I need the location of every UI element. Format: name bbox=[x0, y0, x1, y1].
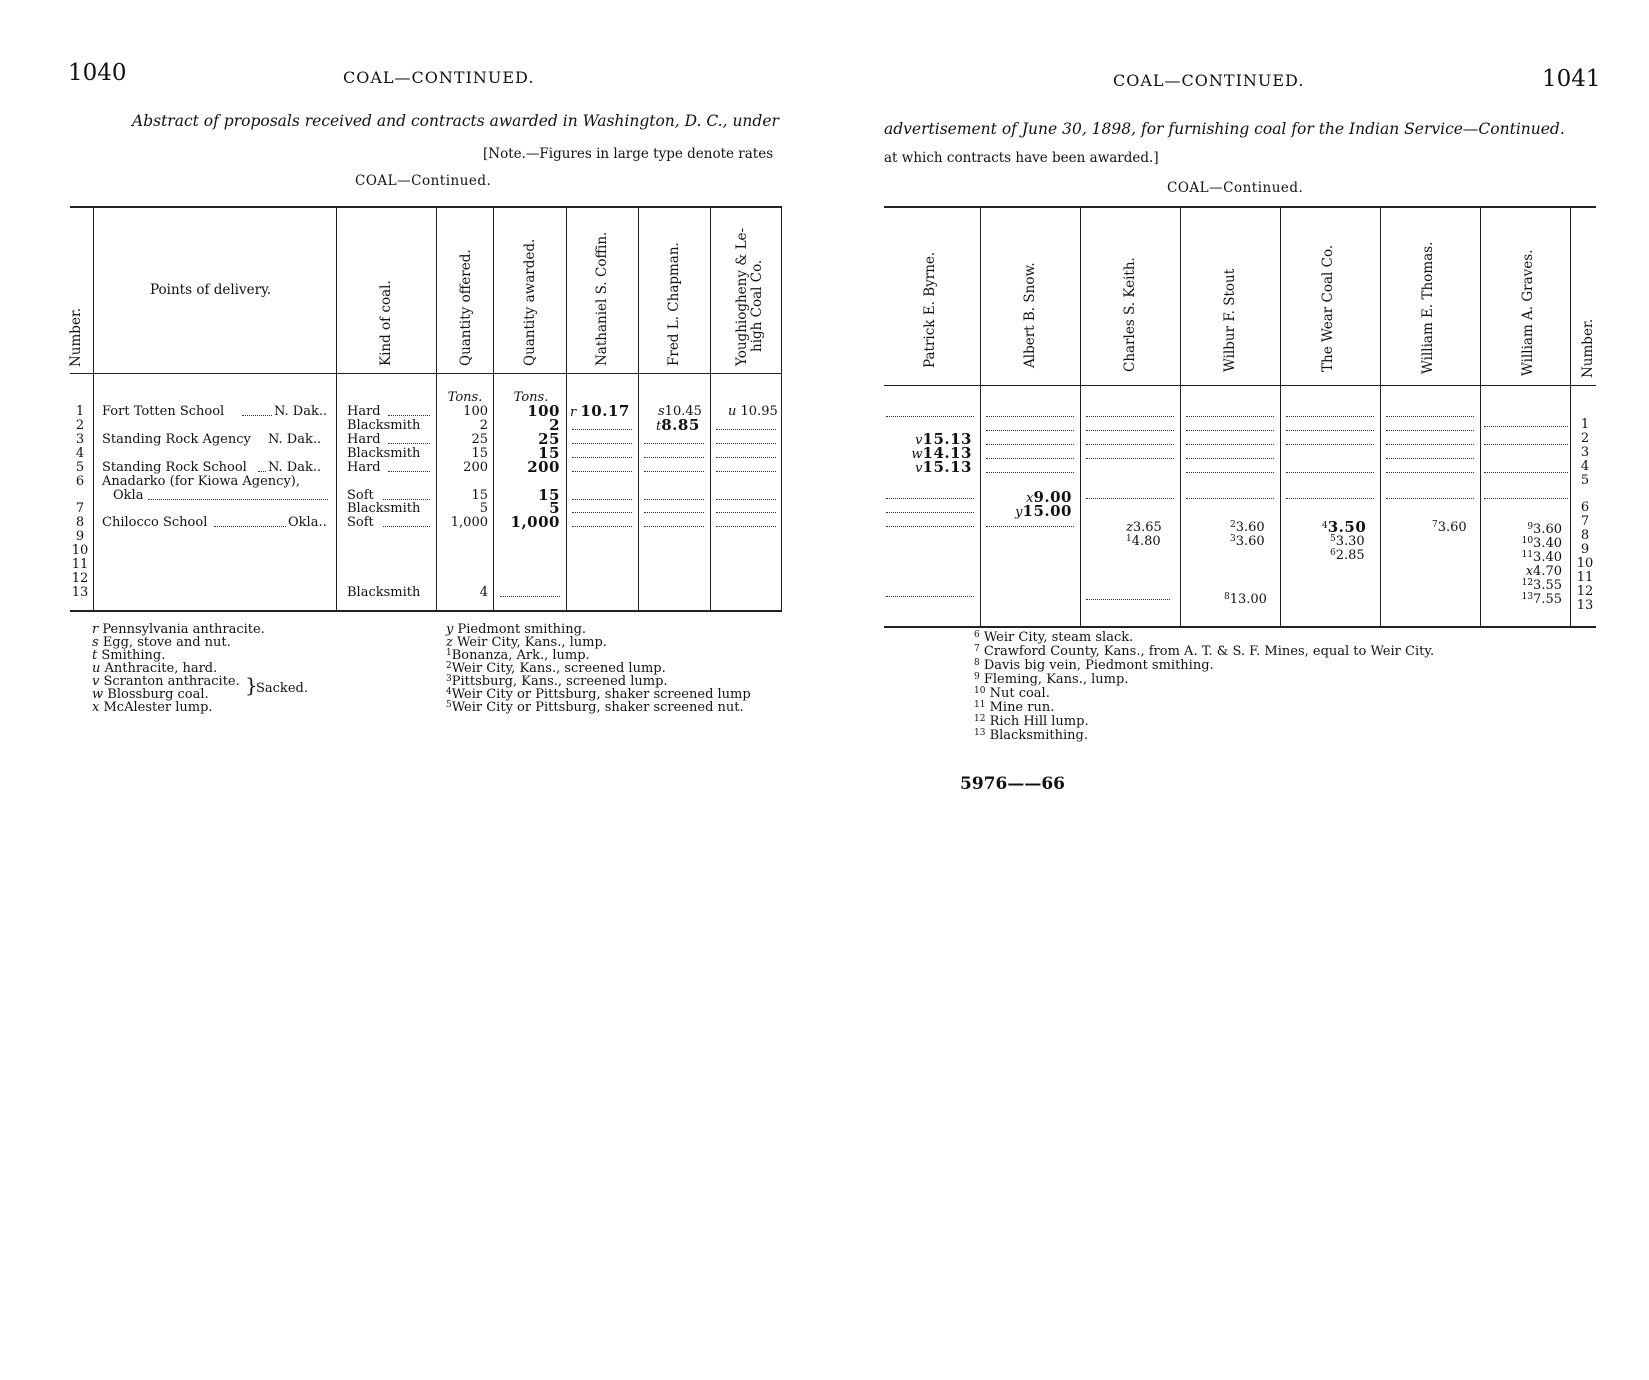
leader-dots bbox=[1186, 444, 1274, 445]
table-bottom-rule bbox=[884, 626, 1596, 628]
header-fred-chapman: Fred L. Chapman. bbox=[666, 242, 682, 366]
kind-of-coal: Hard bbox=[347, 460, 381, 475]
row-number: 8 bbox=[75, 515, 85, 530]
leader-dots bbox=[572, 499, 632, 500]
col-divider bbox=[781, 207, 782, 610]
leader-dots bbox=[1484, 498, 1568, 499]
quantity-awarded: 2 bbox=[549, 416, 560, 434]
leader-dots bbox=[500, 596, 560, 597]
header-kind-of-coal: Kind of coal. bbox=[378, 280, 394, 366]
footnote: $^{13}$ Blacksmithing. bbox=[974, 728, 1088, 743]
leader-dots bbox=[572, 471, 632, 472]
header-youghiogheny-2: high Coal Co. bbox=[749, 259, 765, 352]
leader-dots bbox=[1086, 416, 1174, 417]
quantity-offered: 25 bbox=[471, 432, 488, 447]
header-william-graves: William A. Graves. bbox=[1520, 249, 1536, 376]
leader-dots bbox=[383, 499, 430, 500]
leader-dots bbox=[644, 443, 704, 444]
quantity-awarded: 15 bbox=[538, 444, 560, 462]
col-divider bbox=[436, 207, 437, 610]
header-charles-keith: Charles S. Keith. bbox=[1122, 257, 1138, 372]
subheading-left: COAL—Continued. bbox=[355, 173, 492, 189]
header-patrick-byrne: Patrick E. Byrne. bbox=[922, 251, 938, 368]
running-head-left: COAL—CONTINUED. bbox=[343, 68, 535, 87]
col-divider bbox=[1480, 208, 1481, 626]
row-number: 11 bbox=[71, 557, 89, 572]
footnote: $^2$Weir City, Kans., screened lump. bbox=[446, 661, 666, 676]
quantity-offered: 5 bbox=[479, 501, 488, 516]
col-divider bbox=[1380, 208, 1381, 626]
point-state: N. Dak.. bbox=[268, 460, 322, 475]
leader-dots bbox=[1186, 458, 1274, 459]
row-number: 2 bbox=[1580, 431, 1590, 446]
leader-dots bbox=[644, 471, 704, 472]
header-albert-snow: Albert B. Snow. bbox=[1022, 262, 1038, 368]
quantity-offered: 1,000 bbox=[450, 515, 488, 530]
bid-graves: $^{13}$7.55 bbox=[1521, 592, 1562, 607]
point-state: N. Dak.. bbox=[268, 432, 322, 447]
footnote: s Egg, stove and nut. bbox=[92, 635, 231, 650]
header-points-of-delivery: Points of delivery. bbox=[150, 282, 272, 298]
row-number: 4 bbox=[75, 446, 85, 461]
quantity-awarded: 5 bbox=[549, 499, 560, 517]
leader-dots bbox=[1386, 498, 1474, 499]
bid-chapman-row-2: t8.85 bbox=[656, 416, 700, 434]
header-quantity-offered: Quantity offered. bbox=[458, 249, 474, 366]
leader-dots bbox=[644, 526, 704, 527]
leader-dots bbox=[242, 415, 272, 416]
table-header-rule bbox=[70, 373, 782, 374]
leader-dots bbox=[986, 526, 1074, 527]
leader-dots bbox=[572, 457, 632, 458]
row-number: 1 bbox=[75, 404, 85, 419]
kind-of-coal: Blacksmith bbox=[347, 501, 421, 516]
quantity-offered: 2 bbox=[479, 418, 488, 433]
row-number: 3 bbox=[1580, 445, 1590, 460]
leader-dots bbox=[572, 512, 632, 513]
leader-dots bbox=[258, 471, 266, 472]
leader-dots bbox=[1086, 599, 1170, 600]
leader-dots bbox=[716, 526, 776, 527]
row-number: 10 bbox=[71, 543, 89, 558]
table-top-rule bbox=[70, 206, 782, 208]
bid-snow: x9.00 bbox=[1026, 488, 1072, 506]
bid-byrne: v15.13 bbox=[915, 458, 972, 476]
footnote: $^8$ Davis big vein, Piedmont smithing. bbox=[974, 658, 1214, 673]
bid-graves: $^{12}$3.55 bbox=[1521, 578, 1562, 593]
leader-dots bbox=[1386, 416, 1474, 417]
leader-dots bbox=[1086, 498, 1174, 499]
note-right: at which contracts have been awarded.] bbox=[884, 150, 1159, 166]
row-number: 13 bbox=[71, 585, 89, 600]
leader-dots bbox=[1286, 472, 1374, 473]
leader-dots bbox=[986, 444, 1074, 445]
quantity-offered: 100 bbox=[463, 404, 488, 419]
bid-byrne: w14.13 bbox=[911, 444, 972, 462]
bid-keith: $^1$4.80 bbox=[1126, 534, 1161, 549]
col-divider bbox=[493, 207, 494, 610]
leader-dots bbox=[886, 596, 974, 597]
leader-dots bbox=[572, 429, 632, 430]
kind-of-coal: Hard bbox=[347, 404, 381, 419]
leader-dots bbox=[388, 415, 430, 416]
footnote: u Anthracite, hard. bbox=[92, 661, 218, 676]
footnote: $^9$ Fleming, Kans., lump. bbox=[974, 672, 1129, 687]
subheading-right: COAL—Continued. bbox=[1167, 180, 1304, 196]
col-divider bbox=[336, 207, 337, 610]
leader-dots bbox=[1484, 426, 1568, 427]
footnote: $^{12}$ Rich Hill lump. bbox=[974, 714, 1089, 729]
leader-dots bbox=[986, 430, 1074, 431]
bid-wear: $^6$2.85 bbox=[1330, 548, 1365, 563]
header-william-thomas: William E. Thomas. bbox=[1420, 241, 1436, 374]
leader-dots bbox=[388, 443, 430, 444]
brace: } bbox=[245, 673, 258, 697]
quantity-awarded: 1,000 bbox=[510, 513, 560, 531]
row-number: 12 bbox=[71, 571, 89, 586]
title-left: Abstract of proposals received and contracts awarded in Washington, D. C., under bbox=[132, 112, 779, 130]
bid-byrne: v15.13 bbox=[915, 430, 972, 448]
bid-chapman-row-1: s10.45 bbox=[658, 404, 702, 419]
leader-dots bbox=[1484, 472, 1568, 473]
col-divider bbox=[1570, 208, 1571, 626]
leader-dots bbox=[1186, 498, 1274, 499]
leader-dots bbox=[572, 443, 632, 444]
bid-coffin-row-1: r 10.17 bbox=[570, 402, 630, 420]
point-of-delivery: Fort Totten School bbox=[102, 404, 225, 419]
footnote: $^5$Weir City or Pittsburg, shaker screened nut. bbox=[446, 700, 744, 715]
leader-dots bbox=[1386, 472, 1474, 473]
quantity-awarded: 15 bbox=[538, 486, 560, 504]
leader-dots bbox=[148, 499, 328, 500]
point-of-delivery: Anadarko (for Kiowa Agency), bbox=[102, 474, 301, 489]
quantity-offered: 4 bbox=[479, 585, 488, 600]
leader-dots bbox=[1286, 416, 1374, 417]
leader-dots bbox=[986, 472, 1074, 473]
bid-wear: $^4$3.50 bbox=[1322, 518, 1367, 536]
leader-dots bbox=[1386, 430, 1474, 431]
point-of-delivery: Okla bbox=[113, 488, 144, 503]
bid-wear: $^5$3.30 bbox=[1330, 534, 1365, 549]
row-number: 4 bbox=[1580, 459, 1590, 474]
header-nathaniel-coffin: Nathaniel S. Coffin. bbox=[594, 231, 610, 366]
leader-dots bbox=[644, 457, 704, 458]
footnote: x McAlester lump. bbox=[92, 700, 213, 715]
bid-stout: $^8$13.00 bbox=[1224, 592, 1267, 607]
page-number-right: 1041 bbox=[1542, 66, 1601, 92]
leader-dots bbox=[716, 471, 776, 472]
row-number: 3 bbox=[75, 432, 85, 447]
point-of-delivery: Chilocco School bbox=[102, 515, 208, 530]
leader-dots bbox=[886, 512, 974, 513]
row-number: 9 bbox=[1580, 542, 1590, 557]
row-number: 5 bbox=[1580, 473, 1590, 488]
kind-of-coal: Blacksmith bbox=[347, 446, 421, 461]
leader-dots bbox=[1286, 498, 1374, 499]
bid-snow: y15.00 bbox=[1015, 502, 1072, 520]
col-divider bbox=[638, 207, 639, 610]
header-number-right: Number. bbox=[1580, 318, 1596, 378]
bid-youghiogheny-row-1: u 10.95 bbox=[728, 404, 778, 419]
leader-dots bbox=[716, 443, 776, 444]
quantity-awarded: 100 bbox=[527, 402, 560, 420]
table-top-rule bbox=[884, 206, 1596, 208]
leader-dots bbox=[986, 458, 1074, 459]
row-number: 12 bbox=[1576, 584, 1594, 599]
row-number: 6 bbox=[75, 474, 85, 489]
leader-dots bbox=[214, 526, 286, 527]
leader-dots bbox=[1086, 444, 1174, 445]
point-state: Okla.. bbox=[288, 515, 327, 530]
col-divider bbox=[566, 207, 567, 610]
leader-dots bbox=[1186, 430, 1274, 431]
col-divider bbox=[1180, 208, 1181, 626]
bid-stout: $^2$3.60 bbox=[1230, 520, 1265, 535]
quantity-offered: 200 bbox=[463, 460, 488, 475]
leader-dots bbox=[886, 498, 974, 499]
header-wear-coal-co: The Wear Coal Co. bbox=[1320, 244, 1336, 372]
quantity-offered: 15 bbox=[471, 446, 488, 461]
table-header-rule bbox=[884, 385, 1596, 386]
bid-graves: $^9$3.60 bbox=[1527, 522, 1562, 537]
bid-thomas: $^7$3.60 bbox=[1432, 520, 1467, 535]
title-right: advertisement of June 30, 1898, for furnishing coal for the Indian Service—Continued. bbox=[884, 120, 1565, 138]
leader-dots bbox=[1386, 458, 1474, 459]
leader-dots bbox=[1484, 444, 1568, 445]
kind-of-coal: Hard bbox=[347, 432, 381, 447]
note-left: [Note.—Figures in large type denote rates bbox=[483, 146, 774, 162]
row-number: 9 bbox=[75, 529, 85, 544]
bid-keith: z3.65 bbox=[1126, 520, 1162, 535]
leader-dots bbox=[644, 499, 704, 500]
kind-of-coal: Soft bbox=[347, 515, 374, 530]
footnote-sacked: Sacked. bbox=[256, 681, 308, 696]
leader-dots bbox=[388, 471, 430, 472]
quantity-awarded: 25 bbox=[538, 430, 560, 448]
leader-dots bbox=[1086, 458, 1174, 459]
bid-graves: x4.70 bbox=[1525, 564, 1562, 579]
row-number: 13 bbox=[1576, 598, 1594, 613]
leader-dots bbox=[572, 526, 632, 527]
bid-graves: $^{10}$3.40 bbox=[1521, 536, 1562, 551]
kind-of-coal: Soft bbox=[347, 488, 374, 503]
point-state: N. Dak.. bbox=[274, 404, 328, 419]
point-of-delivery: Standing Rock Agency bbox=[102, 432, 251, 447]
footnote: $^{10}$ Nut coal. bbox=[974, 686, 1050, 701]
footnote: z Weir City, Kans., lump. bbox=[446, 635, 607, 650]
col-divider bbox=[93, 207, 94, 610]
leader-dots bbox=[1286, 444, 1374, 445]
leader-dots bbox=[383, 526, 430, 527]
col-divider bbox=[1280, 208, 1281, 626]
leader-dots bbox=[986, 416, 1074, 417]
quantity-offered: 15 bbox=[471, 488, 488, 503]
col-divider bbox=[710, 207, 711, 610]
kind-of-coal: Blacksmith bbox=[347, 418, 421, 433]
footnote: w Blossburg coal. bbox=[92, 687, 209, 702]
row-number: 10 bbox=[1576, 556, 1594, 571]
leader-dots bbox=[886, 416, 974, 417]
leader-dots bbox=[716, 512, 776, 513]
footnote: $^{11}$ Mine run. bbox=[974, 700, 1055, 715]
footnote: $^1$Bonanza, Ark., lump. bbox=[446, 648, 590, 663]
leader-dots bbox=[886, 526, 974, 527]
quantity-awarded: 200 bbox=[527, 458, 560, 476]
row-number: 11 bbox=[1576, 570, 1594, 585]
header-youghiogheny-1: Youghiogheny & Le- bbox=[734, 227, 750, 366]
printer-signature: 5976——66 bbox=[960, 774, 1065, 794]
leader-dots bbox=[716, 457, 776, 458]
row-number: 7 bbox=[75, 501, 85, 516]
leader-dots bbox=[1086, 430, 1174, 431]
leader-dots bbox=[1186, 416, 1274, 417]
page-number-left: 1040 bbox=[68, 60, 127, 86]
row-number: 2 bbox=[75, 418, 85, 433]
row-number: 8 bbox=[1580, 528, 1590, 543]
table-bottom-rule bbox=[70, 610, 782, 612]
footnote: $^3$Pittsburg, Kans., screened lump. bbox=[446, 674, 668, 689]
row-number: 5 bbox=[75, 460, 85, 475]
leader-dots bbox=[1186, 472, 1274, 473]
leader-dots bbox=[1286, 430, 1374, 431]
col-divider bbox=[1080, 208, 1081, 626]
header-wilbur-stout: Wilbur F. Stout bbox=[1222, 268, 1238, 372]
leader-dots bbox=[716, 429, 776, 430]
leader-dots bbox=[644, 512, 704, 513]
footnote: $^4$Weir City or Pittsburg, shaker screened lump bbox=[446, 687, 751, 702]
bid-stout: $^3$3.60 bbox=[1230, 534, 1265, 549]
kind-of-coal: Blacksmith bbox=[347, 585, 421, 600]
row-number: 1 bbox=[1580, 417, 1590, 432]
footnote: v Scranton anthracite. bbox=[92, 674, 240, 689]
footnote: $^7$ Crawford County, Kans., from A. T. & S. F. Mines, equal to Weir City. bbox=[974, 644, 1435, 659]
point-of-delivery: Standing Rock School bbox=[102, 460, 247, 475]
col-divider bbox=[980, 208, 981, 626]
footnote: t Smithing. bbox=[92, 648, 166, 663]
header-quantity-awarded: Quantity awarded. bbox=[522, 238, 538, 366]
running-head-right: COAL—CONTINUED. bbox=[1113, 71, 1305, 90]
unit-tons: Tons. bbox=[513, 390, 549, 405]
footnote: y Piedmont smithing. bbox=[446, 622, 587, 637]
header-number: Number. bbox=[68, 307, 84, 367]
footnote: r Pennsylvania anthracite. bbox=[92, 622, 265, 637]
row-number: 7 bbox=[1580, 514, 1590, 529]
footnote: $^6$ Weir City, steam slack. bbox=[974, 630, 1134, 645]
leader-dots bbox=[1386, 444, 1474, 445]
bid-graves: $^{11}$3.40 bbox=[1521, 550, 1562, 565]
unit-tons: Tons. bbox=[447, 390, 483, 405]
leader-dots bbox=[716, 499, 776, 500]
row-number: 6 bbox=[1580, 500, 1590, 515]
